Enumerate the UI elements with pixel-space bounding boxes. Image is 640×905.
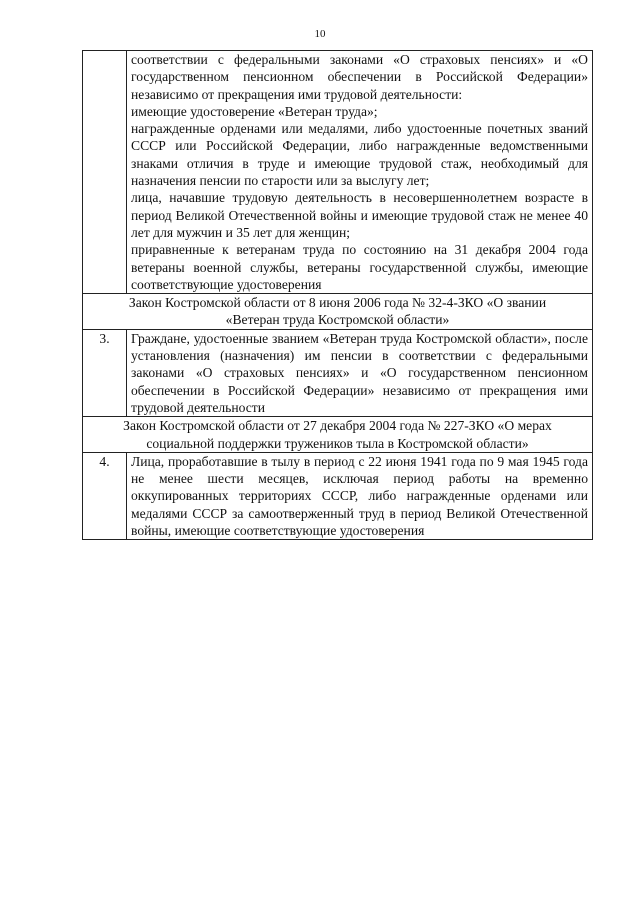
paragraph-row-3: Граждане, удостоенные званием «Ветеран труда Костромской области», после установления (назначения) им пенсии в соответствии с федеральными законами «О страховых пенсиях» и «О государственном пенсионном обеспечении в Российской Федерации» независимо от прекращения ими трудовой деятельности [131,330,588,415]
page-number: 10 [314,28,326,40]
law-header-row [83,417,593,453]
law-title-line: «Ветеран труда Костромской области» [225,312,450,328]
paragraph-underage-workers: лица, начавшие трудовую деятельность в несовершеннолетнем возрасте в период Великой Отечественной войны и имеющие трудовой стаж не менее 40 лет для мужчин и 35 лет для женщин; [131,190,588,240]
law-title-line: Закон Костромской области от 27 декабря 2004 года № 227-ЗКО «О мерах [123,418,552,434]
paragraph-awarded: награжденные орденами или медалями, либо удостоенные почетных званий СССР или Российской Федерации, либо награжденные ведомственными знаками отличия в труде и имеющие трудовой стаж, необходимый для назначения пенсии по старости или за выслугу лет; [131,121,588,189]
table-row-continued [83,51,593,294]
law-title-home-front-workers [83,417,593,453]
law-title-line: социальной поддержки тружеников тыла в Костромской области» [146,435,529,451]
row-number-cell: 3. [83,329,127,416]
row-content-cell [127,51,593,294]
law-title-line: Закон Костромской области от 8 июня 2006 года № 32-4-ЗКО «О звании [128,295,547,311]
table-row-3 [83,329,593,416]
law-title-veteran-kostroma [83,294,593,330]
row-content-cell [127,452,593,539]
row-number-cell [83,51,127,294]
law-header-row [83,294,593,330]
paragraph-row-4: Лица, проработавшие в тылу в период с 22 июня 1941 года по 9 мая 1945 года не менее шести месяцев, исключая период работы на временно оккупированных территориях СССР, либо награжденные орденами или медалями СССР за самоотверженный труд в период Великой Отечественной войны, имеющие соответствующие удостоверения [131,453,588,539]
benefits-table [82,50,593,540]
row-content-cell [127,329,593,416]
paragraph-veteran-certificate: имеющие удостоверение «Ветеран труда»; [131,103,378,119]
table-row-4 [83,452,593,539]
row-number-cell: 4. [83,452,127,539]
paragraph-equated-veterans: приравненные к ветеранам труда по состоянию на 31 декабря 2004 года ветераны военной службы, ветераны государственной службы, имеющие соответствующие удостоверения [131,242,588,292]
paragraph-intro: соответствии с федеральными законами «О страховых пенсиях» и «О государственном пенсионном обеспечении в Российской Федерации» независимо от прекращения ими трудовой деятельности: [131,52,588,102]
